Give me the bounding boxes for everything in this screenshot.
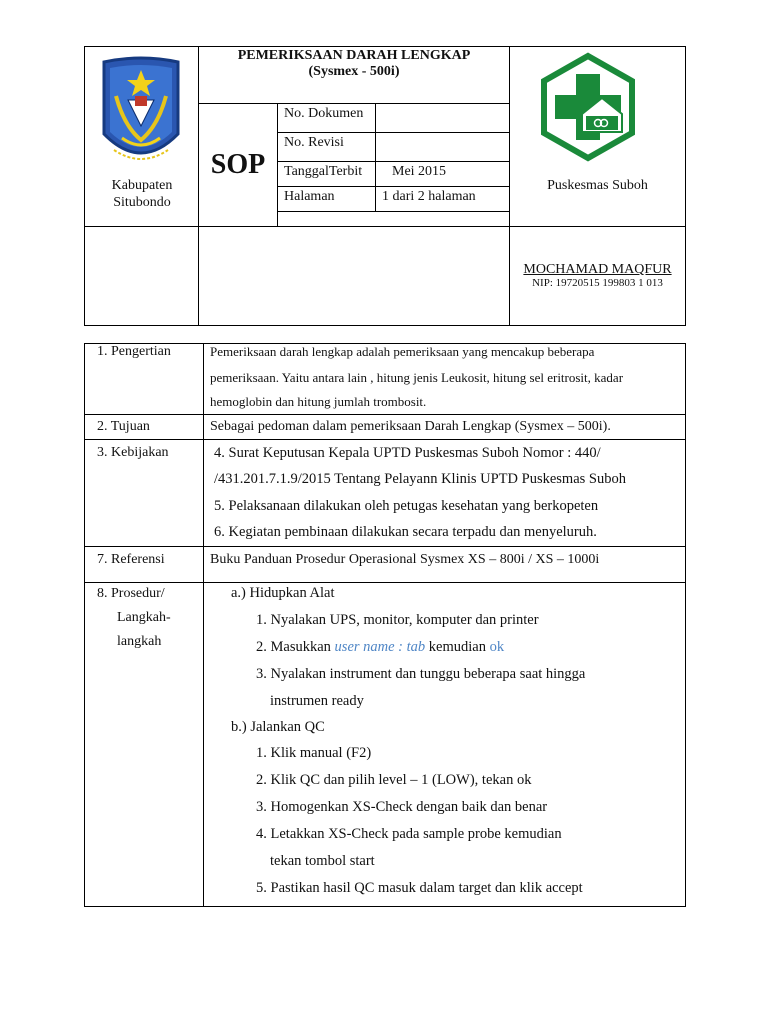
border [84, 46, 85, 326]
border [375, 103, 376, 211]
step-item-login [256, 639, 504, 655]
meta-label-tanggal: TanggalTerbit [284, 164, 363, 179]
kebijakan-line: /431.201.7.1.9/2015 Tentang Pelayann Klinis UPTD Puskesmas Suboh [214, 471, 626, 487]
row-label-referensi: 7. Referensi [97, 552, 165, 567]
meta-value-tanggal: Mei 2015 [392, 164, 447, 179]
border [84, 439, 686, 440]
border [198, 103, 510, 104]
meta-value-halaman: 1 dari 2 halaman [382, 189, 476, 204]
border [198, 46, 199, 326]
border [685, 46, 686, 326]
kebijakan-line: 5. Pelaksanaan dilakukan oleh petugas kesehatan yang berkopeten [214, 498, 599, 514]
row-label-kebijakan: 3. Kebijakan [97, 445, 169, 460]
border [277, 211, 510, 212]
kebijakan-line: 4. Surat Keputusan Kepala UPTD Puskesmas Suboh Nomor : 440/ [214, 445, 601, 461]
meta-label-dokumen: No. Dokumen [284, 106, 364, 121]
kabupaten-label: Kabupaten [111, 178, 173, 193]
border [84, 582, 686, 583]
signer-name: MOCHAMAD MAQFUR [523, 262, 672, 277]
border [84, 906, 686, 907]
tujuan-text: Sebagai pedoman dalam pemeriksaan Darah Lengkap (Sysmex – 500i). [210, 419, 611, 434]
border [277, 161, 510, 162]
border [203, 343, 204, 907]
step-item-cont: tekan tombol start [270, 853, 375, 869]
step-item: 4. Letakkan XS-Check pada sample probe kemudian [256, 826, 562, 842]
border [84, 325, 686, 326]
step-item: 1. Nyalakan UPS, monitor, komputer dan printer [256, 612, 539, 628]
border [84, 46, 686, 47]
step-text: 2. Masukkan [256, 639, 335, 655]
row-label-prosedur-3: langkah [117, 634, 162, 649]
step-text: kemudian [425, 639, 490, 655]
step-heading-b: b.) Jalankan QC [231, 719, 325, 735]
border [84, 343, 85, 907]
border [277, 186, 510, 187]
step-item: 2. Klik QC dan pilih level – 1 (LOW), tekan ok [256, 772, 532, 788]
pengertian-line: pemeriksaan. Yaitu antara lain , hitung jenis Leukosit, hitung sel eritrosit, kadar [210, 370, 624, 385]
ok-text: ok [489, 639, 505, 655]
meta-label-halaman: Halaman [284, 189, 335, 204]
kabupaten-label-2: Situbondo [113, 195, 171, 210]
step-item: 3. Nyalakan instrument dan tunggu beberapa saat hingga [256, 666, 586, 682]
step-item: 5. Pastikan hasil QC masuk dalam target dan klik accept [256, 880, 583, 896]
kabupaten-crest-logo [98, 56, 184, 176]
border [84, 414, 686, 415]
step-heading-a: a.) Hidupkan Alat [231, 585, 335, 601]
border [277, 103, 278, 227]
step-item: 1. Klik manual (F2) [256, 745, 372, 761]
pengertian-line: Pemeriksaan darah lengkap adalah pemeriksaan yang mencakup beberapa [210, 344, 595, 359]
doc-title: PEMERIKSAAN DARAH LENGKAP [237, 48, 471, 63]
pengertian-line: hemoglobin dan hitung jumlah trombosit. [210, 394, 427, 409]
border [277, 132, 510, 133]
step-item-cont: instrumen ready [270, 693, 364, 709]
puskesmas-logo [538, 52, 638, 162]
border [685, 343, 686, 907]
row-label-pengertian: 1. Pengertian [97, 344, 171, 359]
puskesmas-label: Puskesmas Suboh [547, 178, 648, 193]
user-name-text: user name : tab [334, 639, 426, 655]
sop-label: SOP [210, 149, 266, 180]
border [84, 226, 686, 227]
step-item: 3. Homogenkan XS-Check dengan baik dan benar [256, 799, 548, 815]
kebijakan-line: 6. Kegiatan pembinaan dilakukan secara terpadu dan menyeluruh. [214, 524, 597, 540]
row-label-tujuan: 2. Tujuan [97, 419, 150, 434]
border [84, 546, 686, 547]
row-label-prosedur-2: Langkah- [117, 610, 171, 625]
meta-label-revisi: No. Revisi [284, 135, 344, 150]
doc-subtitle: (Sysmex - 500i) [308, 64, 400, 79]
referensi-text: Buku Panduan Prosedur Operasional Sysmex XS – 800i / XS – 1000i [210, 552, 600, 567]
row-label-prosedur: 8. Prosedur/ [97, 586, 165, 601]
signer-nip: NIP: 19720515 199803 1 013 [532, 277, 663, 289]
